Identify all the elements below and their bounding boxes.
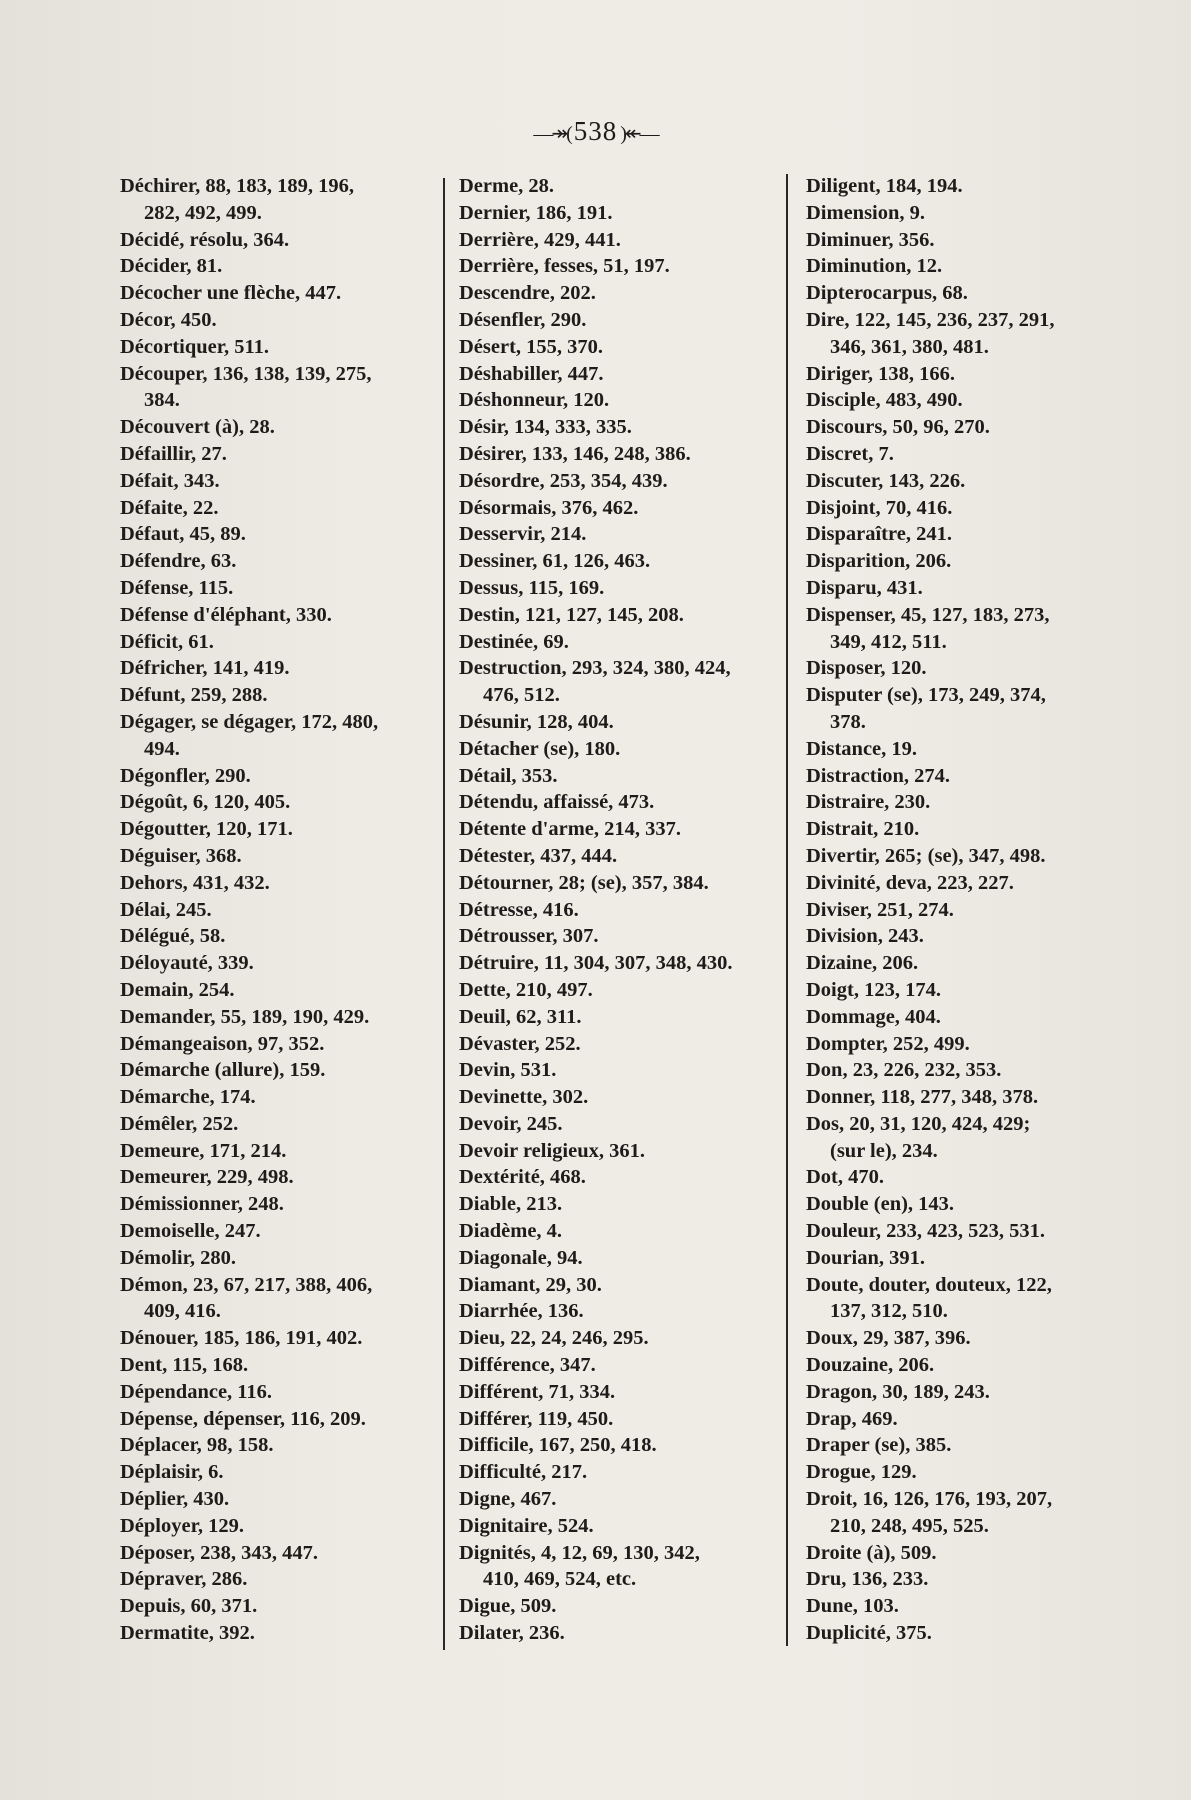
index-entry: Digue, 509. <box>459 1595 557 1618</box>
index-entry: Doigt, 123, 174. <box>806 978 941 1001</box>
index-entry: Défait, 343. <box>120 469 220 492</box>
index-entry: Dragon, 30, 189, 243. <box>806 1380 990 1403</box>
index-entry: Double (en), 143. <box>806 1193 955 1216</box>
index-entry: Dizaine, 206. <box>806 952 919 975</box>
index-entry: Droite (à), 509. <box>806 1541 937 1564</box>
right-ornament: )↞— <box>617 123 658 145</box>
index-entry: Défendre, 63. <box>120 550 237 573</box>
index-entry: Dourian, 391. <box>806 1246 926 1269</box>
index-entry: Derrière, 429, 441. <box>459 228 621 251</box>
index-entry: Dénouer, 185, 186, 191, 402. <box>120 1327 363 1350</box>
index-entry: Demander, 55, 189, 190, 429. <box>120 1005 370 1028</box>
index-entry: Détrousser, 307. <box>459 925 599 948</box>
index-entry: Devinette, 302. <box>459 1086 589 1109</box>
column-divider <box>786 174 788 1646</box>
index-entry-continuation: 409, 416. <box>144 1300 221 1323</box>
index-entry: Démêler, 252. <box>120 1112 239 1135</box>
index-entry-continuation: 494. <box>144 737 180 760</box>
index-entry: Démolir, 280. <box>120 1246 236 1269</box>
index-entry: Derme, 28. <box>459 175 555 197</box>
index-entry: Dehors, 431, 432. <box>120 871 270 894</box>
index-entry: Dette, 210, 497. <box>459 978 593 1001</box>
index-entry: Déguiser, 368. <box>120 844 242 867</box>
index-entry: Détruire, 11, 304, 307, 348, 430. <box>459 952 733 975</box>
page-number: 538 <box>573 116 618 146</box>
index-entry: Défaut, 45, 89. <box>120 523 246 546</box>
index-entry: Disparu, 431. <box>806 576 923 599</box>
index-entry: Distraction, 274. <box>806 764 951 787</box>
index-entry: Désert, 155, 370. <box>459 335 604 358</box>
index-entry: Diarrhée, 136. <box>459 1300 584 1323</box>
index-entry: Dipterocarpus, 68. <box>806 282 968 305</box>
index-entry: Décider, 81. <box>120 255 223 278</box>
index-entry: Diligent, 184, 194. <box>806 175 963 197</box>
index-entry: Défaite, 22. <box>120 496 219 519</box>
index-entry: Déshonneur, 120. <box>459 389 610 412</box>
index-entry: Défaillir, 27. <box>120 442 227 465</box>
index-column-3 <box>806 173 1106 1647</box>
index-entry: Différent, 71, 334. <box>459 1380 616 1403</box>
index-entry: Diamant, 29, 30. <box>459 1273 602 1296</box>
left-ornament: —↠( <box>533 123 574 145</box>
index-entry: Dommage, 404. <box>806 1005 941 1028</box>
index-entry: Dieu, 22, 24, 246, 295. <box>459 1327 649 1350</box>
index-entry: Diriger, 138, 166. <box>806 362 955 385</box>
index-entry: Décor, 450. <box>120 308 217 331</box>
index-column-2 <box>459 173 784 1647</box>
index-entry: Destruction, 293, 324, 380, 424, <box>459 657 731 680</box>
index-entry: Démarche (allure), 159. <box>120 1059 326 1082</box>
index-entry: Division, 243. <box>806 925 924 948</box>
index-entry: Drap, 469. <box>806 1407 898 1430</box>
index-entry: Dignités, 4, 12, 69, 130, 342, <box>459 1541 700 1564</box>
index-entry: Divinité, deva, 223, 227. <box>806 871 1014 894</box>
index-entry: Demain, 254. <box>120 978 235 1001</box>
index-entry: Décortiquer, 511. <box>120 335 269 358</box>
index-entry: Don, 23, 226, 232, 353. <box>806 1059 1002 1082</box>
index-entry: Doux, 29, 387, 396. <box>806 1327 971 1350</box>
index-entry: Dos, 20, 31, 120, 424, 429; <box>806 1112 1031 1135</box>
index-entry: Dessus, 115, 169. <box>459 576 605 599</box>
index-entry: Désirer, 133, 146, 248, 386. <box>459 442 691 465</box>
index-entry: Détendu, affaissé, 473. <box>459 791 655 814</box>
index-entry: Difficulté, 217. <box>459 1461 588 1484</box>
index-entry: Différence, 347. <box>459 1354 596 1377</box>
index-entry: Distance, 19. <box>806 737 918 760</box>
index-entry: Détresse, 416. <box>459 898 579 921</box>
index-entry: Derrière, fesses, 51, 197. <box>459 255 670 278</box>
index-entry: Désordre, 253, 354, 439. <box>459 469 668 492</box>
index-entry: Dompter, 252, 499. <box>806 1032 970 1055</box>
index-entry: Devin, 531. <box>459 1059 557 1082</box>
index-entry: Diable, 213. <box>459 1193 563 1216</box>
index-entry: Disparaître, 241. <box>806 523 952 546</box>
index-entry: Devoir, 245. <box>459 1112 563 1135</box>
index-entry: Déloyauté, 339. <box>120 952 254 975</box>
index-entry: Disjoint, 70, 416. <box>806 496 953 519</box>
index-entry-continuation: 378. <box>830 710 866 733</box>
index-entry: Dégager, se dégager, 172, 480, <box>120 710 379 733</box>
index-entry: Décidé, résolu, 364. <box>120 228 290 251</box>
index-entry: Déplaisir, 6. <box>120 1461 224 1484</box>
column-divider <box>443 178 445 1650</box>
index-entry: Dent, 115, 168. <box>120 1354 249 1377</box>
index-entry: Détester, 437, 444. <box>459 844 618 867</box>
index-entry: Discret, 7. <box>806 442 894 465</box>
index-entry: Digne, 467. <box>459 1488 557 1511</box>
index-entry: Disposer, 120. <box>806 657 927 680</box>
index-entry: Détourner, 28; (se), 357, 384. <box>459 871 709 894</box>
index-entry: Désir, 134, 333, 335. <box>459 416 632 439</box>
index-entry: Déployer, 129. <box>120 1514 244 1537</box>
index-entry: Défense d'éléphant, 330. <box>120 603 332 626</box>
index-entry: Dépense, dépenser, 116, 209. <box>120 1407 366 1430</box>
index-entry: Déchirer, 88, 183, 189, 196, <box>120 175 355 197</box>
index-entry: Dextérité, 468. <box>459 1166 586 1189</box>
index-entry: Desservir, 214. <box>459 523 587 546</box>
index-entry: Devoir religieux, 361. <box>459 1139 645 1162</box>
index-entry: Difficile, 167, 250, 418. <box>459 1434 657 1457</box>
index-entry: Demeure, 171, 214. <box>120 1139 287 1162</box>
index-entry: Démon, 23, 67, 217, 388, 406, <box>120 1273 373 1296</box>
index-entry: Déficit, 61. <box>120 630 214 653</box>
index-entry: Déposer, 238, 343, 447. <box>120 1541 318 1564</box>
index-entry: Disputer (se), 173, 249, 374, <box>806 684 1046 707</box>
index-entry: Découper, 136, 138, 139, 275, <box>120 362 372 385</box>
index-entry: Diadème, 4. <box>459 1220 563 1243</box>
index-entry: Décocher une flèche, 447. <box>120 282 342 305</box>
index-entry: Dune, 103. <box>806 1595 899 1618</box>
index-entry: Destin, 121, 127, 145, 208. <box>459 603 684 626</box>
index-entry: Délai, 245. <box>120 898 212 921</box>
index-entry: Destinée, 69. <box>459 630 569 653</box>
index-entry: Dégoutter, 120, 171. <box>120 818 293 841</box>
index-entry: Déplier, 430. <box>120 1488 230 1511</box>
index-entry: Dimension, 9. <box>806 201 926 224</box>
index-entry: Dermatite, 392. <box>120 1622 255 1645</box>
index-entry: Drogue, 129. <box>806 1461 917 1484</box>
index-entry: Diminution, 12. <box>806 255 943 278</box>
index-entry-continuation: 210, 248, 495, 525. <box>830 1514 989 1537</box>
index-entry-continuation: (sur le), 234. <box>830 1139 938 1162</box>
index-entry: Détente d'arme, 214, 337. <box>459 818 682 841</box>
index-entry: Droit, 16, 126, 176, 193, 207, <box>806 1488 1053 1511</box>
index-entry: Dire, 122, 145, 236, 237, 291, <box>806 308 1055 331</box>
index-entry: Diagonale, 94. <box>459 1246 583 1269</box>
index-entry: Draper (se), 385. <box>806 1434 952 1457</box>
index-column-1 <box>120 173 435 1647</box>
index-entry: Dispenser, 45, 127, 183, 273, <box>806 603 1050 626</box>
index-entry: Douleur, 233, 423, 523, 531. <box>806 1220 1045 1243</box>
index-entry: Dilater, 236. <box>459 1622 565 1645</box>
index-entry: Discuter, 143, 226. <box>806 469 966 492</box>
index-entry: Dessiner, 61, 126, 463. <box>459 550 651 573</box>
index-entry: Deuil, 62, 311. <box>459 1005 582 1028</box>
index-entry: Démissionner, 248. <box>120 1193 284 1216</box>
index-entry: Duplicité, 375. <box>806 1622 932 1645</box>
index-entry: Dépraver, 286. <box>120 1568 248 1591</box>
index-entry-continuation: 410, 469, 524, etc. <box>483 1568 637 1591</box>
index-entry: Désenfler, 290. <box>459 308 587 331</box>
index-entry-continuation: 346, 361, 380, 481. <box>830 335 989 358</box>
index-entry: Disparition, 206. <box>806 550 952 573</box>
page-header <box>0 116 1191 147</box>
index-entry: Défense, 115. <box>120 576 234 599</box>
index-entry: Défricher, 141, 419. <box>120 657 290 680</box>
index-entry: Demoiselle, 247. <box>120 1220 261 1243</box>
index-entry: Dévaster, 252. <box>459 1032 581 1055</box>
index-entry: Dot, 470. <box>806 1166 885 1189</box>
index-entry: Différer, 119, 450. <box>459 1407 614 1430</box>
index-entry: Découvert (à), 28. <box>120 416 275 439</box>
index-entry-continuation: 384. <box>144 389 180 412</box>
index-entry: Distrait, 210. <box>806 818 920 841</box>
index-entry: Démangeaison, 97, 352. <box>120 1032 325 1055</box>
index-entry: Demeurer, 229, 498. <box>120 1166 294 1189</box>
index-entry: Désormais, 376, 462. <box>459 496 639 519</box>
index-entry: Douzaine, 206. <box>806 1354 935 1377</box>
index-entry-continuation: 349, 412, 511. <box>830 630 947 653</box>
index-entry: Dru, 136, 233. <box>806 1568 929 1591</box>
index-entry: Diminuer, 356. <box>806 228 935 251</box>
index-entry: Dépendance, 116. <box>120 1380 273 1403</box>
index-entry: Diviser, 251, 274. <box>806 898 954 921</box>
index-entry: Descendre, 202. <box>459 282 596 305</box>
index-entry: Disciple, 483, 490. <box>806 389 963 412</box>
index-entry: Déshabiller, 447. <box>459 362 604 385</box>
index-entry-continuation: 137, 312, 510. <box>830 1300 948 1323</box>
index-entry: Dégonfler, 290. <box>120 764 251 787</box>
index-entry: Détail, 353. <box>459 764 558 787</box>
index-entry: Dernier, 186, 191. <box>459 201 613 224</box>
index-entry: Dégoût, 6, 120, 405. <box>120 791 291 814</box>
index-entry: Démarche, 174. <box>120 1086 256 1109</box>
index-entry: Délégué, 58. <box>120 925 226 948</box>
index-entry: Défunt, 259, 288. <box>120 684 268 707</box>
index-entry: Discours, 50, 96, 270. <box>806 416 990 439</box>
index-entry: Détacher (se), 180. <box>459 737 621 760</box>
index-entry: Depuis, 60, 371. <box>120 1595 258 1618</box>
index-entry: Divertir, 265; (se), 347, 498. <box>806 844 1046 867</box>
index-entry: Doute, douter, douteux, 122, <box>806 1273 1052 1296</box>
index-entry: Déplacer, 98, 158. <box>120 1434 274 1457</box>
index-entry: Donner, 118, 277, 348, 378. <box>806 1086 1039 1109</box>
index-entry: Dignitaire, 524. <box>459 1514 594 1537</box>
index-entry-continuation: 476, 512. <box>483 684 560 707</box>
index-entry: Distraire, 230. <box>806 791 931 814</box>
index-entry: Désunir, 128, 404. <box>459 710 614 733</box>
index-entry-continuation: 282, 492, 499. <box>144 201 262 224</box>
